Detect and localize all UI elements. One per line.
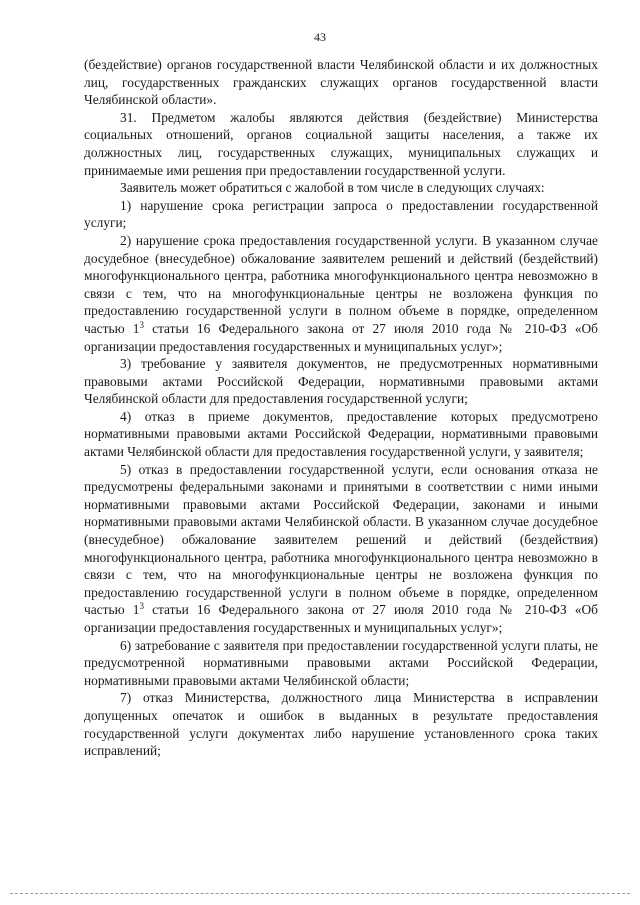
document-body xyxy=(84,56,598,760)
page-number: 43 xyxy=(314,30,326,44)
list-item-7: 7) отказ Министерства, должностного лица Министерства в исправлении допущенных опечаток и ошибок в выданных в результате предоставления государственной услуги документах либо нарушение установленного срока таких исправлений; xyxy=(84,690,598,759)
list-item-1: 1) нарушение срока регистрации запроса о предоставлении государственной услуги; xyxy=(84,197,598,231)
paragraph-continuation: (бездействие) органов государственной власти Челябинской области и их должностных лиц, государственных гражданских служащих органов государственной власти Челябинской области». xyxy=(84,57,598,108)
list-item-6: 6) затребование с заявителя при предоставлении государственной услуги платы, не предусмотренной нормативными правовыми актами Российской Федерации, нормативными правовыми актами Челябинской области; xyxy=(84,637,598,688)
list-item-2 xyxy=(84,232,598,355)
list-item-4: 4) отказ в приеме документов, предоставление которых предусмотрено нормативными правовыми актами Российской Федерации, нормативными правовыми актами Челябинской области для предоставления государственной услуги, у заявителя; xyxy=(84,408,598,460)
paragraph-item-31: 31. Предметом жалобы являются действия (бездействие) Министерства социальных отношений, органов социальной защиты населения, а также их должностных лиц, государственных служащих, муниципальных служащих и принимаемые ими решения при предоставлении государственной услуги. xyxy=(84,109,598,178)
paragraph-cases-intro: Заявитель может обратиться с жалобой в том числе в следующих случаях: xyxy=(120,180,545,196)
list-item-2-superscript: 3 xyxy=(139,319,144,330)
list-item-5-superscript: 3 xyxy=(139,601,144,612)
list-item-5 xyxy=(84,461,598,637)
list-item-2-text-end: статьи 16 Федерального закона от 27 июля 2010 года № 210-ФЗ «Об организации предоставления государственных и муниципальных услуг»; xyxy=(84,320,598,354)
page-bottom-divider xyxy=(10,893,630,894)
list-item-3: 3) требование у заявителя документов, не предусмотренных нормативными правовыми актами Российской Федерации, нормативными правовыми актами Челябинской области для предоставления государственной услуги; xyxy=(84,356,598,407)
list-item-5-text-end: статьи 16 Федерального закона от 27 июля 2010 года № 210-ФЗ «Об организации предоставления государственных и муниципальных услуг»; xyxy=(84,602,598,635)
list-item-5-text: 5) отказ в предоставлении государственной услуги, если основания отказа не предусмотрены федеральными законами и принятыми в соответствии с ними иными нормативными правовыми актами Российской Федерации, законами и иными нормативными правовыми актами Челябинской области. В указанном случае досудебное (внесудебное) обжалование заявителем решений и действий (бездействия) многофункционального центра, работника многофункционального центра невозможно в связи с тем, что на многофункциональные центры не возложена функция по предоставлению государственной услуги в полном объеме в порядке, определенном частью 1 xyxy=(84,461,598,618)
list-item-2-text: 2) нарушение срока предоставления государственной услуги. В указанном случае досудебное (внесудебное) обжалование заявителем решений и действий (бездействий) многофункционального центра, работника многофункционального центра невозможно в связи с тем, что на многофункциональные центры не возложена функция по предоставлению государственной услуги в полном объеме в порядке, определенном частью 1 xyxy=(84,232,598,336)
